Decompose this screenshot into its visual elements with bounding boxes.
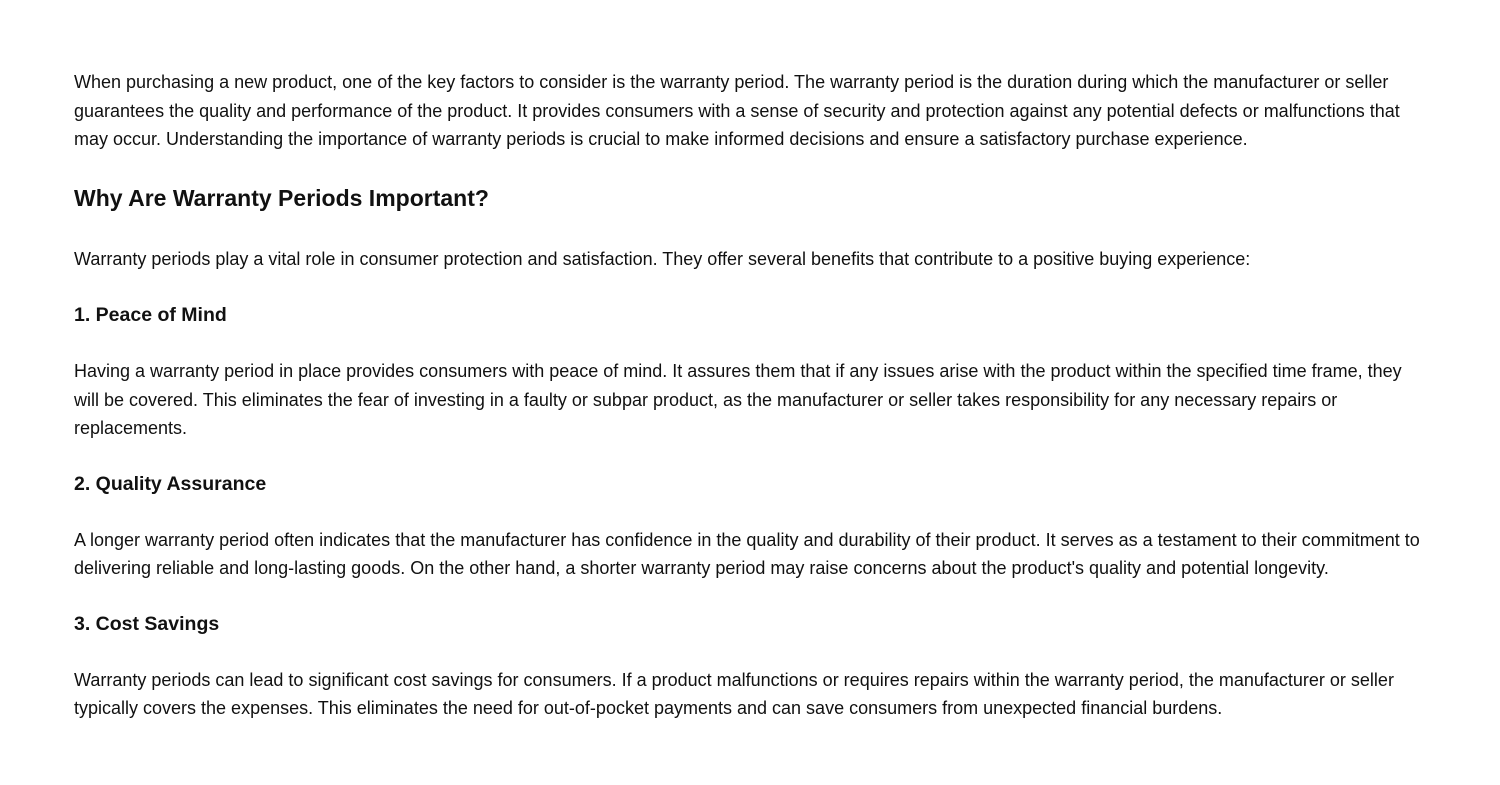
paragraph-quality-assurance: A longer warranty period often indicates that the manufacturer has confidence in the quality and durability of their product. It serves as a testament to their commitment to delivering reliable and long-lasting goods. On the other hand, a shorter warranty period may raise concerns about the product's quality and potential longevity. [74, 529, 1420, 578]
subheading-peace-of-mind: 1. Peace of Mind [74, 304, 227, 326]
intro-paragraph: When purchasing a new product, one of the key factors to consider is the warranty period. The warranty period is the duration during which the manufacturer or seller guarantees the quality and performance of the product. It provides consumers with a sense of security and protection against any potential defects or malfunctions that may occur. Understanding the importance of warranty periods is crucial to make informed decisions and ensure a satisfactory purchase experience. [74, 72, 1400, 149]
subheading-cost-savings: 3. Cost Savings [74, 612, 220, 635]
paragraph-cost-savings: Warranty periods can lead to significant cost savings for consumers. If a product malfunctions or requires repairs within the warranty period, the manufacturer or seller typically covers the expenses. This eliminates the need for out-of-pocket payments and can save consumers from unexpected financial burdens. [74, 669, 1394, 718]
lead-paragraph: Warranty periods play a vital role in consumer protection and satisfaction. They offer several benefits that contribute to a positive buying experience: [74, 248, 1251, 269]
article [74, 68, 1424, 752]
section-heading: Why Are Warranty Periods Important? [74, 184, 489, 211]
subheading-quality-assurance: 2. Quality Assurance [74, 472, 267, 495]
paragraph-peace-of-mind: Having a warranty period in place provides consumers with peace of mind. It assures them that if any issues arise with the product within the specified time frame, they will be covered. This eliminates the fear of investing in a faulty or subpar product, as the manufacturer or seller takes responsibility for any necessary repairs or replacements. [74, 361, 1402, 438]
